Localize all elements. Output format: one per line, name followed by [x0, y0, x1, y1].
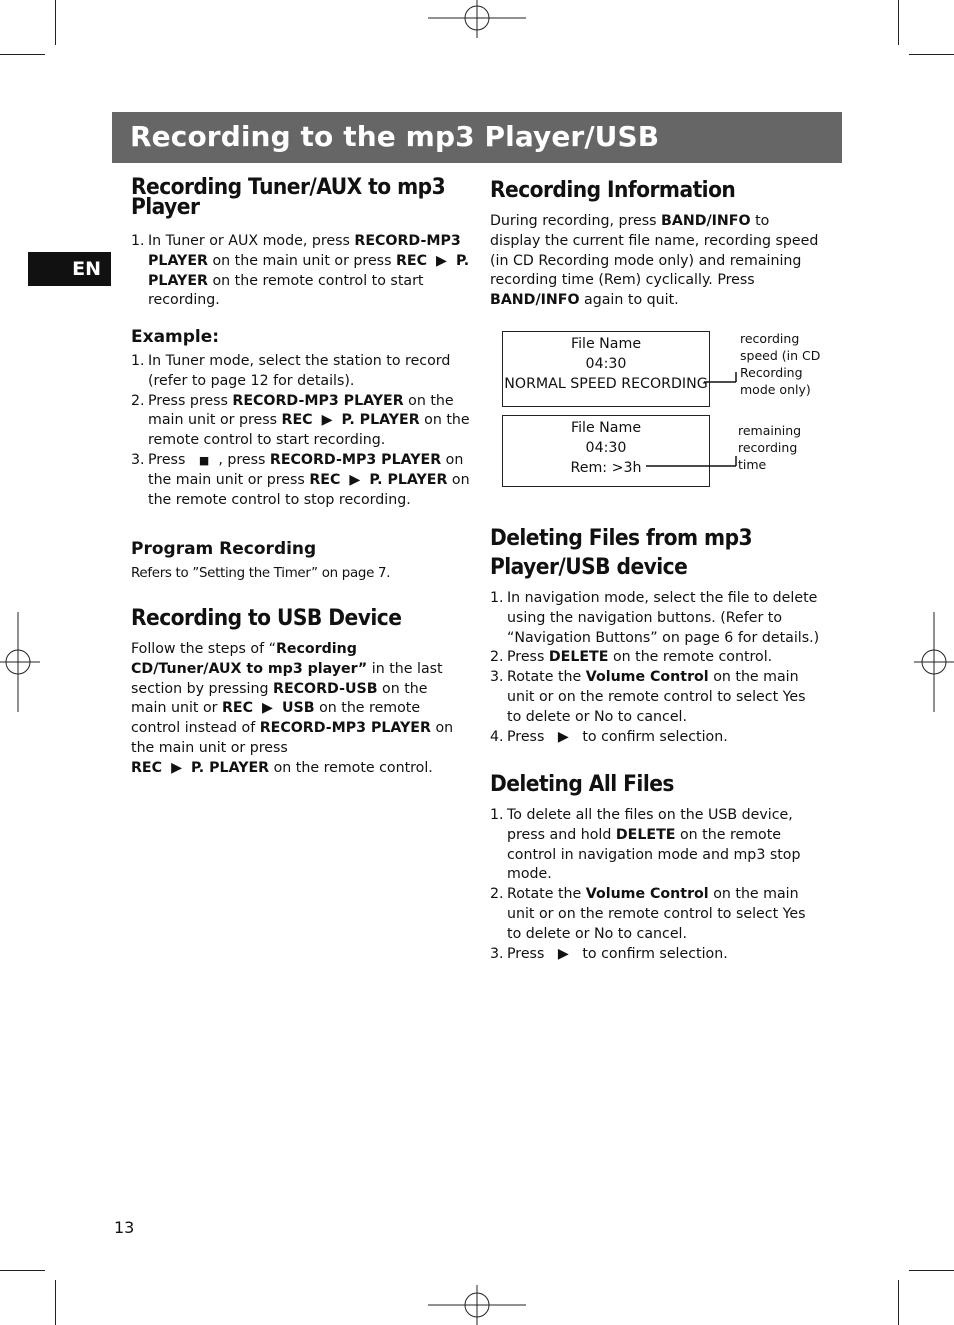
page-title-bar — [112, 112, 842, 163]
play-icon: ▶ — [349, 471, 361, 488]
tuner-steps — [131, 232, 471, 311]
heading-recording-usb: Recording to USB Device — [131, 606, 402, 631]
list-item: 4. Press ▶ to confirm selection. — [490, 728, 728, 745]
heading-example: Example: — [131, 327, 220, 347]
display-normal-speed: File Name 04:30 NORMAL SPEED RECORDING — [502, 331, 710, 407]
callout-remaining-note: remaining recording time — [738, 423, 802, 472]
callout-speed-note: recording speed (in CD Recording mode only) — [740, 331, 821, 397]
language-tab — [28, 252, 111, 286]
play-icon: ▶ — [321, 412, 333, 429]
usb-paragraph: Follow the steps of “Recording CD/Tuner/AUX to mp3 player” in the last section by pressing RECORD-USB on the main unit or REC ▶ USB on the remote control instead of RECORD-MP3 PLAYER on the main unit or press REC ▶ P. PLAYER on the remote control. — [131, 641, 454, 776]
heading-recording-information: Recording Information — [490, 178, 736, 203]
callout-line-speed — [700, 370, 740, 390]
stop-icon: ■ — [198, 453, 210, 467]
heading-recording-tuner: Recording Tuner/AUX to mp3 Player — [131, 175, 446, 220]
heading-deleting-files: Deleting Files from mp3 Player/USB device — [490, 526, 753, 580]
recording-information-text: During recording, press BAND/INFO to display the current file name, recording speed (in CD Recording mode only) and remaining recording time (Rem) cyclically. Press BAND/INFO again to quit. — [490, 213, 819, 309]
list-item: 2. Rotate the Volume Control on the main unit or on the remote control to select Yes to delete or No to cancel. — [490, 886, 806, 942]
registration-mark-top — [428, 0, 526, 40]
list-item: 2. Press press RECORD-MP3 PLAYER on the main unit or press REC ▶ P. PLAYER on the remote control to start recording. — [131, 392, 470, 449]
page-title: Recording to the mp3 Player/USB — [130, 120, 660, 153]
play-icon: ▶ — [557, 728, 569, 745]
list-item: 1. To delete all the files on the USB device, press and hold DELETE on the remote control in navigation mode and mp3 stop mode. — [490, 807, 801, 883]
heading-deleting-all-files: Deleting All Files — [490, 772, 674, 797]
list-item: 1. In Tuner or AUX mode, press RECORD-MP3 PLAYER on the main unit or press REC ▶ P. PLAYER on the remote control to start recording. — [131, 233, 470, 309]
heading-program-recording: Program Recording — [131, 539, 317, 559]
page-number: 13 — [114, 1218, 135, 1237]
play-icon: ▶ — [557, 945, 569, 962]
delete-steps — [490, 589, 820, 747]
display-remaining-time: File Name 04:30 Rem: >3h — [502, 415, 710, 487]
delete-all-steps — [490, 806, 820, 964]
list-item: 2. Press DELETE on the remote control. — [490, 649, 773, 666]
list-item: 3. Press ■ , press RECORD-MP3 PLAYER on the main unit or press REC ▶ P. PLAYER on the remote control to stop recording. — [131, 451, 470, 508]
callout-line-remaining — [644, 455, 738, 475]
list-item: 3. Rotate the Volume Control on the main unit or on the remote control to select Yes to delete or No to cancel. — [490, 669, 806, 725]
language-tab-label: EN — [72, 258, 101, 280]
list-item: 1. In navigation mode, select the file to delete using the navigation buttons. (Refer to “Navigation Buttons” on page 6 for details.) — [490, 590, 820, 646]
play-icon: ▶ — [436, 252, 447, 269]
play-icon: ▶ — [262, 700, 273, 717]
list-item: 3. Press ▶ to confirm selection. — [490, 945, 728, 962]
example-steps — [131, 352, 471, 510]
registration-mark-right — [914, 612, 954, 712]
program-recording-text: Refers to ”Setting the Timer” on page 7. — [131, 566, 391, 581]
registration-mark-bottom — [428, 1285, 526, 1325]
play-icon: ▶ — [171, 759, 182, 776]
registration-mark-left — [0, 612, 40, 712]
list-item: 1. In Tuner mode, select the station to record (refer to page 12 for details). — [131, 353, 451, 389]
